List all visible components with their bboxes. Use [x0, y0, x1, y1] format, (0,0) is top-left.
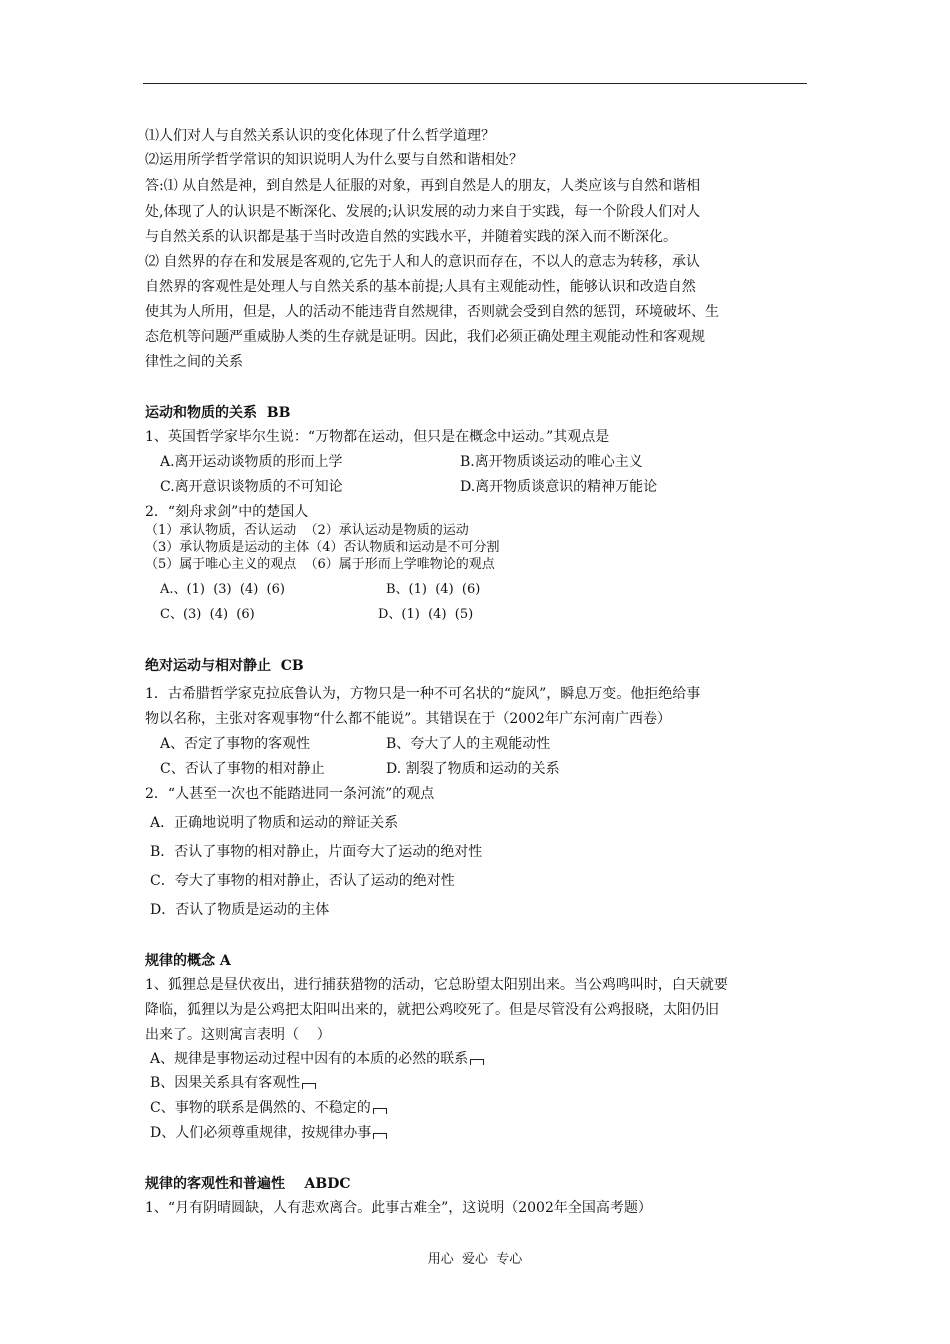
section-heading: 规律的概念 A: [145, 953, 231, 969]
option-b: [150, 1074, 316, 1092]
question-text: 1、狐狸总是昼伏夜出，进行捕获猎物的活动，它总盼望太阳别出来。当公鸡鸣叫时，白天就要: [145, 977, 728, 993]
answer-line: 律性之间的关系: [145, 354, 243, 370]
question-text: 出来了。这则寓言表明（ ）: [145, 1027, 331, 1043]
option-b: B.离开物质谈运动的唯心主义: [460, 454, 643, 470]
option-d: D．否认了物质是运动的主体: [150, 902, 330, 918]
option-d-text: D、人们必须尊重规律，按规律办事: [150, 1125, 372, 1141]
answer-line: 答:⑴ 从自然是神，到自然是人征服的对象，再到自然是人的朋友，人类应该与自然和谐相: [145, 178, 701, 194]
option-c: C、(3) (4) (6): [160, 607, 255, 622]
option-d: D. 割裂了物质和运动的关系: [386, 761, 560, 777]
question-text: 1．古希腊哲学家克拉底鲁认为，方物只是一种不可名状的“旋风”，瞬息万变。他拒绝给事: [145, 686, 701, 702]
section-heading: 运动和物质的关系 BB: [145, 405, 291, 421]
statement-line: （3）承认物质是运动的主体（4）否认物质和运动是不可分割: [145, 540, 500, 555]
answer-line: 自然界的客观性是处理人与自然关系的基本前提;人具有主观能动性，能够认识和改造自然: [145, 279, 696, 295]
option-c-text: C、事物的联系是偶然的、不稳定的: [150, 1100, 371, 1116]
option-c: C．夸大了事物的相对静止，否认了运动的绝对性: [150, 873, 455, 889]
bracket-mark: [302, 1083, 316, 1089]
question-text: 2．“人甚至一次也不能踏进同一条河流”的观点: [145, 786, 435, 802]
question-1: ⑴人们对人与自然关系认识的变化体现了什么哲学道理？: [145, 128, 495, 144]
option-a-text: A、规律是事物运动过程中因有的本质的必然的联系: [150, 1051, 469, 1067]
question-text: 1、“月有阴晴圆缺，人有悲欢离合。此事古难全”，这说明（2002年全国高考题）: [145, 1200, 652, 1216]
section-heading: 绝对运动与相对静止 CB: [145, 658, 304, 674]
option-b: B、夸大了人的主观能动性: [386, 736, 551, 752]
question-2: ⑵运用所学哲学常识的知识说明人为什么要与自然和谐相处？: [145, 152, 523, 168]
option-d: D.离开物质谈意识的精神万能论: [460, 479, 658, 495]
option-b: B．否认了事物的相对静止，片面夸大了运动的绝对性: [150, 844, 483, 860]
option-a: A．正确地说明了物质和运动的辩证关系: [150, 815, 399, 831]
option-b: B、(1) (4) (6): [386, 582, 481, 597]
statement-line: （1）承认物质，否认运动 （2）承认运动是物质的运动: [145, 523, 469, 538]
answer-line: 使其为人所用，但是，人的活动不能违背自然规律，否则就会受到自然的惩罚，环境破坏、生: [145, 304, 719, 320]
question-text: 降临，狐狸以为是公鸡把太阳叫出来的，就把公鸡咬死了。但是尽管没有公鸡报晓，太阳仍旧: [145, 1002, 719, 1018]
option-c: C.离开意识谈物质的不可知论: [160, 479, 343, 495]
page-footer: 用心 爱心 专心: [427, 1252, 523, 1267]
option-c: C、否认了事物的相对静止: [160, 761, 325, 777]
question-text: 1、英国哲学家毕尔生说：“万物都在运动，但只是在概念中运动。”其观点是: [145, 429, 610, 445]
option-a: A.、(1) (3) (4) (6): [160, 582, 285, 597]
option-d: [150, 1124, 387, 1142]
answer-line: ⑵ 自然界的存在和发展是客观的,它先于人和人的意识而存在，不以人的意志为转移，承认: [145, 254, 700, 270]
bracket-mark: [373, 1133, 387, 1139]
option-d: D、(1) (4) (5): [378, 607, 474, 622]
option-b-text: B、因果关系具有客观性: [150, 1075, 301, 1091]
bracket-mark: [373, 1108, 387, 1114]
option-a: A、否定了事物的客观性: [160, 736, 311, 752]
answer-line: 态危机等问题严重威胁人类的生存就是证明。因此，我们必须正确处理主观能动性和客观规: [145, 329, 705, 345]
bracket-mark: [470, 1059, 484, 1065]
question-text: 2．“刻舟求剑”中的楚国人: [145, 504, 309, 520]
header-rule: [143, 83, 807, 84]
question-text: 物以名称，主张对客观事物“什么都不能说”。其错误在于（2002年广东河南广西卷）: [145, 711, 671, 727]
answer-line: 处,体现了人的认识是不断深化、发展的;认识发展的动力来自于实践，每一个阶段人们对人: [145, 204, 701, 220]
option-a: A.离开运动谈物质的形而上学: [160, 454, 343, 470]
section-heading: 规律的客观性和普遍性 ABDC: [145, 1176, 351, 1192]
statement-line: （5）属于唯心主义的观点 （6）属于形而上学唯物论的观点: [145, 557, 495, 572]
option-c: [150, 1099, 387, 1117]
option-a: [150, 1050, 484, 1068]
answer-line: 与自然关系的认识都是基于当时改造自然的实践水平，并随着实践的深入而不断深化。: [145, 229, 677, 245]
